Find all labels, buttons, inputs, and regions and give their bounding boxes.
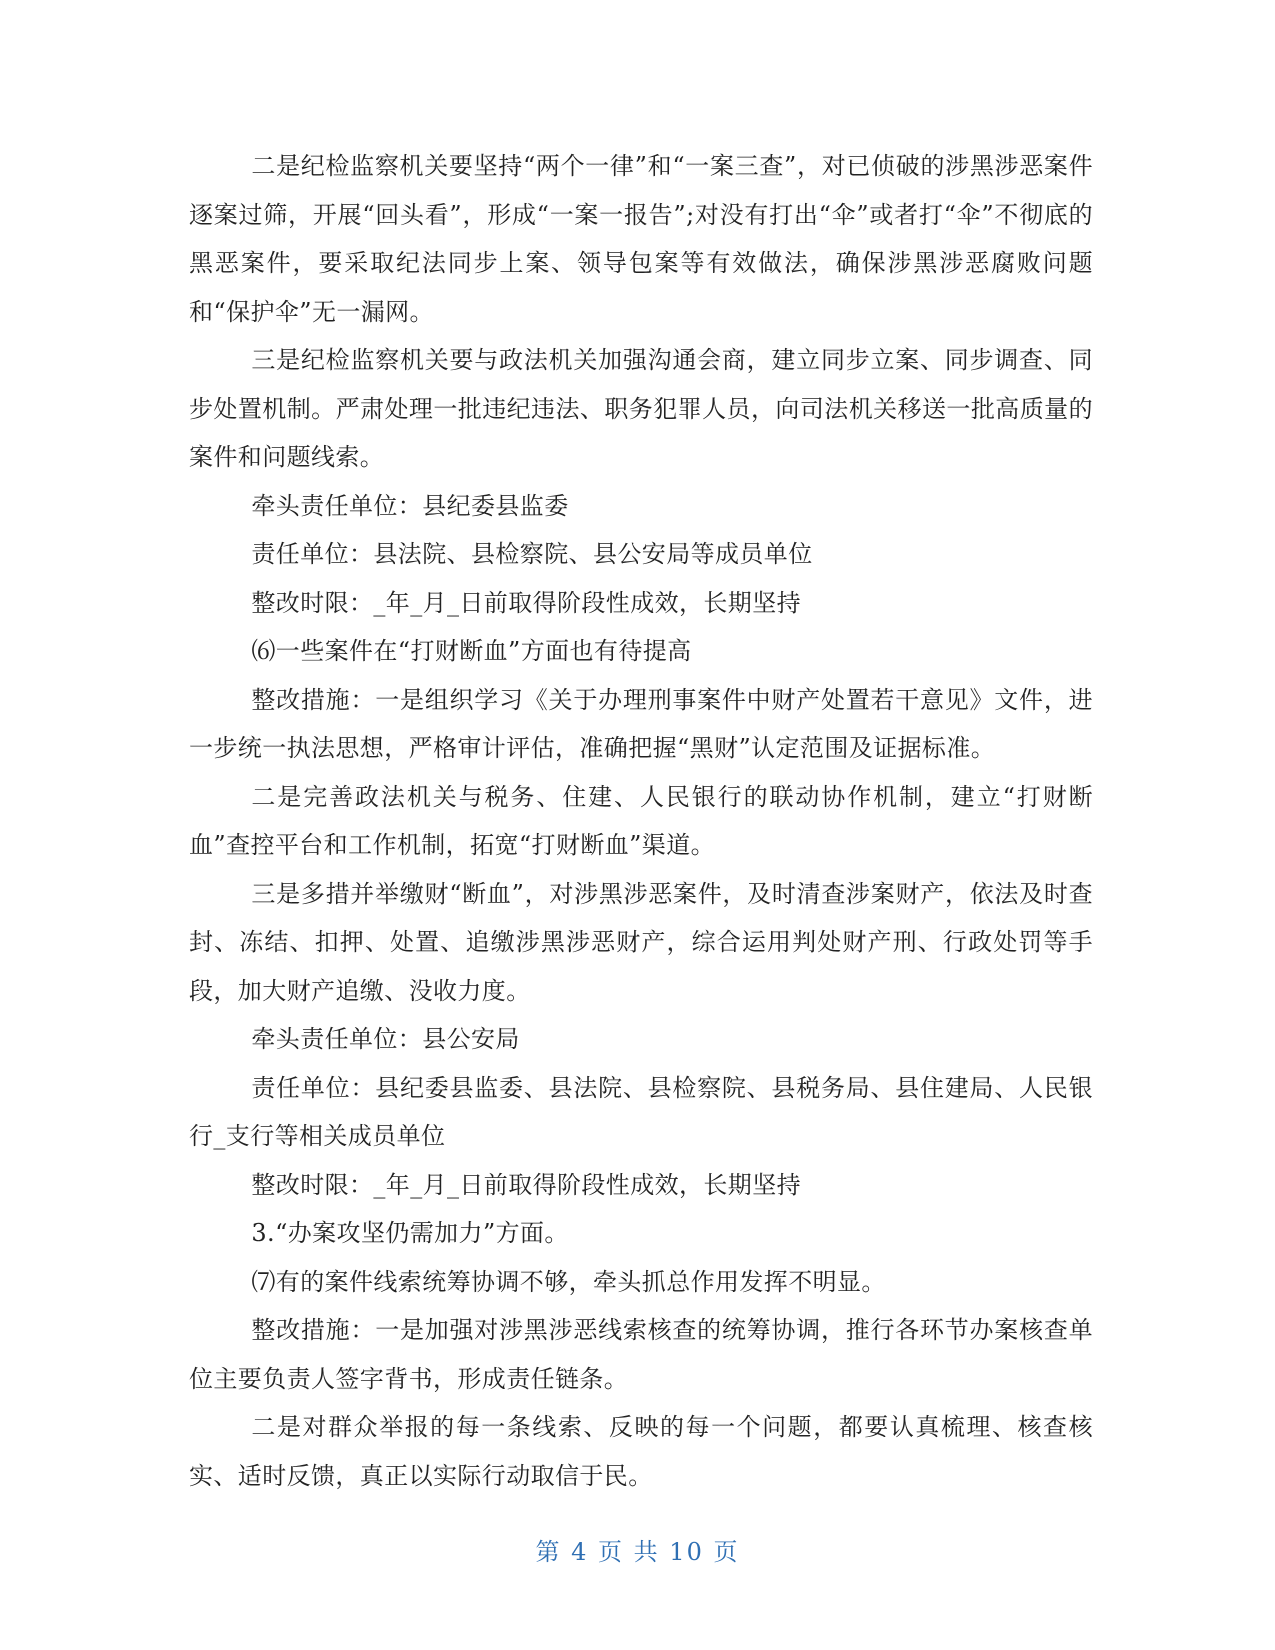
paragraph: 3.“办案攻坚仍需加力”方面。 bbox=[251, 1219, 569, 1247]
paragraph: 责任单位：县法院、县检察院、县公安局等成员单位 bbox=[251, 540, 813, 568]
paragraph: 整改措施：一是组织学习《关于办理刑事案件中财产处置若干意见》文件，进一步统一执法思想，严格审计评估，准确把握“黑财”认定范围及证据标准。 bbox=[189, 685, 1093, 762]
paragraph: 牵头责任单位：县纪委县监委 bbox=[251, 491, 569, 520]
paragraph: 二是对群众举报的每一条线索、反映的每一个问题，都要认真梳理、核查核实、适时反馈，真正以实际行动取信于民。 bbox=[189, 1413, 1093, 1490]
paragraph: 整改时限：_年_月_日前取得阶段性成效，长期坚持 bbox=[251, 1170, 801, 1199]
document-body bbox=[189, 142, 1093, 1500]
paragraph: 牵头责任单位：县公安局 bbox=[251, 1025, 520, 1053]
paragraph: ⑺有的案件线索统筹协调不够，牵头抓总作用发挥不明显。 bbox=[251, 1267, 886, 1296]
paragraph: 整改时限：_年_月_日前取得阶段性成效，长期坚持 bbox=[251, 588, 801, 617]
page-number-footer: 第 4 页 共 10 页 bbox=[535, 1538, 740, 1566]
paragraph: 整改措施：一是加强对涉黑涉恶线索核查的统筹协调，推行各环节办案核查单位主要负责人签字背书，形成责任链条。 bbox=[189, 1316, 1093, 1393]
paragraph: 二是完善政法机关与税务、住建、人民银行的联动协作机制，建立“打财断血”查控平台和工作机制，拓宽“打财断血”渠道。 bbox=[189, 782, 1093, 859]
paragraph: 三是多措并举缴财“断血”，对涉黑涉恶案件，及时清查涉案财产，依法及时查封、冻结、扣押、处置、追缴涉黑涉恶财产，综合运用判处财产刑、行政处罚等手段，加大财产追缴、没收力度。 bbox=[189, 879, 1093, 1005]
paragraph: 责任单位：县纪委县监委、县法院、县检察院、县税务局、县住建局、人民银行_支行等相关成员单位 bbox=[189, 1073, 1093, 1150]
paragraph: 二是纪检监察机关要坚持“两个一律”和“一案三查”，对已侦破的涉黑涉恶案件逐案过筛，开展“回头看”，形成“一案一报告”;对没有打出“伞”或者打“伞”不彻底的黑恶案件，要采取纪法同步上案、领导包案等有效做法，确保涉黑涉恶腐败问题和“保护伞”无一漏网。 bbox=[189, 152, 1093, 326]
paragraph: ⑹一些案件在“打财断血”方面也有待提高 bbox=[251, 637, 692, 665]
paragraph: 三是纪检监察机关要与政法机关加强沟通会商，建立同步立案、同步调查、同步处置机制。严肃处理一批违纪违法、职务犯罪人员，向司法机关移送一批高质量的案件和问题线索。 bbox=[189, 346, 1093, 471]
